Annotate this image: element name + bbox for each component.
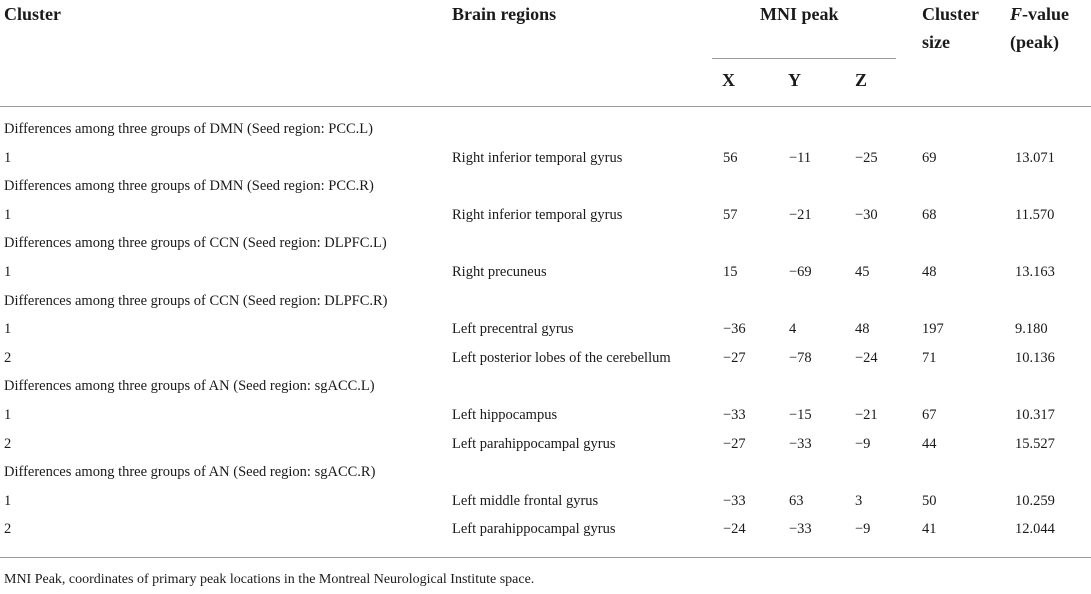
cell-fvalue: 13.163 xyxy=(1015,264,1055,280)
cell-x: −33 xyxy=(723,407,746,423)
cell-cluster: 1 xyxy=(4,321,12,337)
cell-z: −9 xyxy=(855,521,871,537)
cell-z: −9 xyxy=(855,436,871,452)
table-bottom-rule xyxy=(0,557,1091,558)
cell-y: −33 xyxy=(789,436,812,452)
cell-y: −15 xyxy=(789,407,812,423)
cell-x: −27 xyxy=(723,436,746,452)
cell-cluster: 1 xyxy=(4,493,12,509)
cell-size: 71 xyxy=(922,350,937,366)
cell-region: Left posterior lobes of the cerebellum xyxy=(452,350,671,366)
cell-fvalue: 11.570 xyxy=(1015,207,1055,223)
cell-region: Right inferior temporal gyrus xyxy=(452,207,623,223)
section-header-row: Differences among three groups of DMN (Seed region: PCC.R) xyxy=(4,178,374,194)
cell-fvalue: 10.317 xyxy=(1015,407,1055,423)
header-cluster-size-line2: size xyxy=(922,32,950,52)
cell-y: −78 xyxy=(789,350,812,366)
cell-fvalue: 10.259 xyxy=(1015,493,1055,509)
cell-cluster: 2 xyxy=(4,521,12,537)
mni-peak-rule xyxy=(712,58,896,59)
cell-x: −24 xyxy=(723,521,746,537)
cell-region: Right inferior temporal gyrus xyxy=(452,150,623,166)
cell-y: 4 xyxy=(789,321,797,337)
cell-size: 44 xyxy=(922,436,937,452)
header-fvalue-line1: -value xyxy=(1022,4,1070,24)
cell-fvalue: 15.527 xyxy=(1015,436,1055,452)
cell-y: 63 xyxy=(789,493,804,509)
header-cluster-size-line1: Cluster xyxy=(922,4,979,24)
section-header-row: Differences among three groups of CCN (Seed region: DLPFC.L) xyxy=(4,235,387,251)
cell-z: −30 xyxy=(855,207,878,223)
cell-cluster: 1 xyxy=(4,407,12,423)
cell-y: −33 xyxy=(789,521,812,537)
cell-y: −11 xyxy=(789,150,812,166)
cell-size: 197 xyxy=(922,321,944,337)
cell-region: Left middle frontal gyrus xyxy=(452,493,599,509)
header-fvalue-italic: F xyxy=(1010,4,1023,24)
cell-x: −36 xyxy=(723,321,746,337)
cell-size: 69 xyxy=(922,150,937,166)
cell-cluster: 2 xyxy=(4,350,12,366)
cell-z: 48 xyxy=(855,321,870,337)
cell-fvalue: 10.136 xyxy=(1015,350,1055,366)
header-brain-regions: Brain regions xyxy=(452,4,557,24)
cell-region: Left parahippocampal gyrus xyxy=(452,521,616,537)
header-x: X xyxy=(722,70,735,90)
cell-z: 3 xyxy=(855,493,863,509)
cell-cluster: 1 xyxy=(4,264,12,280)
cell-x: 56 xyxy=(723,150,738,166)
cell-fvalue: 9.180 xyxy=(1015,321,1048,337)
footnote: MNI Peak, coordinates of primary peak locations in the Montreal Neurological Institute space. xyxy=(4,572,535,587)
section-header-row: Differences among three groups of AN (Seed region: sgACC.R) xyxy=(4,464,376,480)
section-header-row: Differences among three groups of DMN (Seed region: PCC.L) xyxy=(4,121,373,137)
cell-y: −69 xyxy=(789,264,812,280)
header-y: Y xyxy=(788,70,801,90)
cell-x: −27 xyxy=(723,350,746,366)
cell-cluster: 1 xyxy=(4,207,12,223)
header-cluster: Cluster xyxy=(4,4,61,24)
cell-size: 68 xyxy=(922,207,937,223)
cell-y: −21 xyxy=(789,207,812,223)
cell-fvalue: 12.044 xyxy=(1015,521,1055,537)
header-fvalue-line2: (peak) xyxy=(1010,32,1059,52)
cell-size: 41 xyxy=(922,521,937,537)
cell-cluster: 2 xyxy=(4,436,12,452)
cell-z: −25 xyxy=(855,150,878,166)
cell-x: −33 xyxy=(723,493,746,509)
cell-region: Right precuneus xyxy=(452,264,547,280)
cell-cluster: 1 xyxy=(4,150,12,166)
header-z: Z xyxy=(855,70,868,90)
cell-region: Left precentral gyrus xyxy=(452,321,574,337)
section-header-row: Differences among three groups of AN (Seed region: sgACC.L) xyxy=(4,378,375,394)
cell-fvalue: 13.071 xyxy=(1015,150,1055,166)
cell-z: −24 xyxy=(855,350,878,366)
cell-x: 15 xyxy=(723,264,738,280)
cell-x: 57 xyxy=(723,207,738,223)
cell-size: 50 xyxy=(922,493,937,509)
cell-region: Left hippocampus xyxy=(452,407,558,423)
header-bottom-rule xyxy=(0,106,1091,107)
cell-size: 48 xyxy=(922,264,937,280)
header-cluster-size xyxy=(922,0,979,56)
cell-z: 45 xyxy=(855,264,870,280)
header-fvalue xyxy=(1010,0,1069,56)
cell-z: −21 xyxy=(855,407,878,423)
cell-size: 67 xyxy=(922,407,937,423)
cell-region: Left parahippocampal gyrus xyxy=(452,436,616,452)
section-header-row: Differences among three groups of CCN (Seed region: DLPFC.R) xyxy=(4,293,388,309)
header-mni-peak: MNI peak xyxy=(760,4,839,24)
